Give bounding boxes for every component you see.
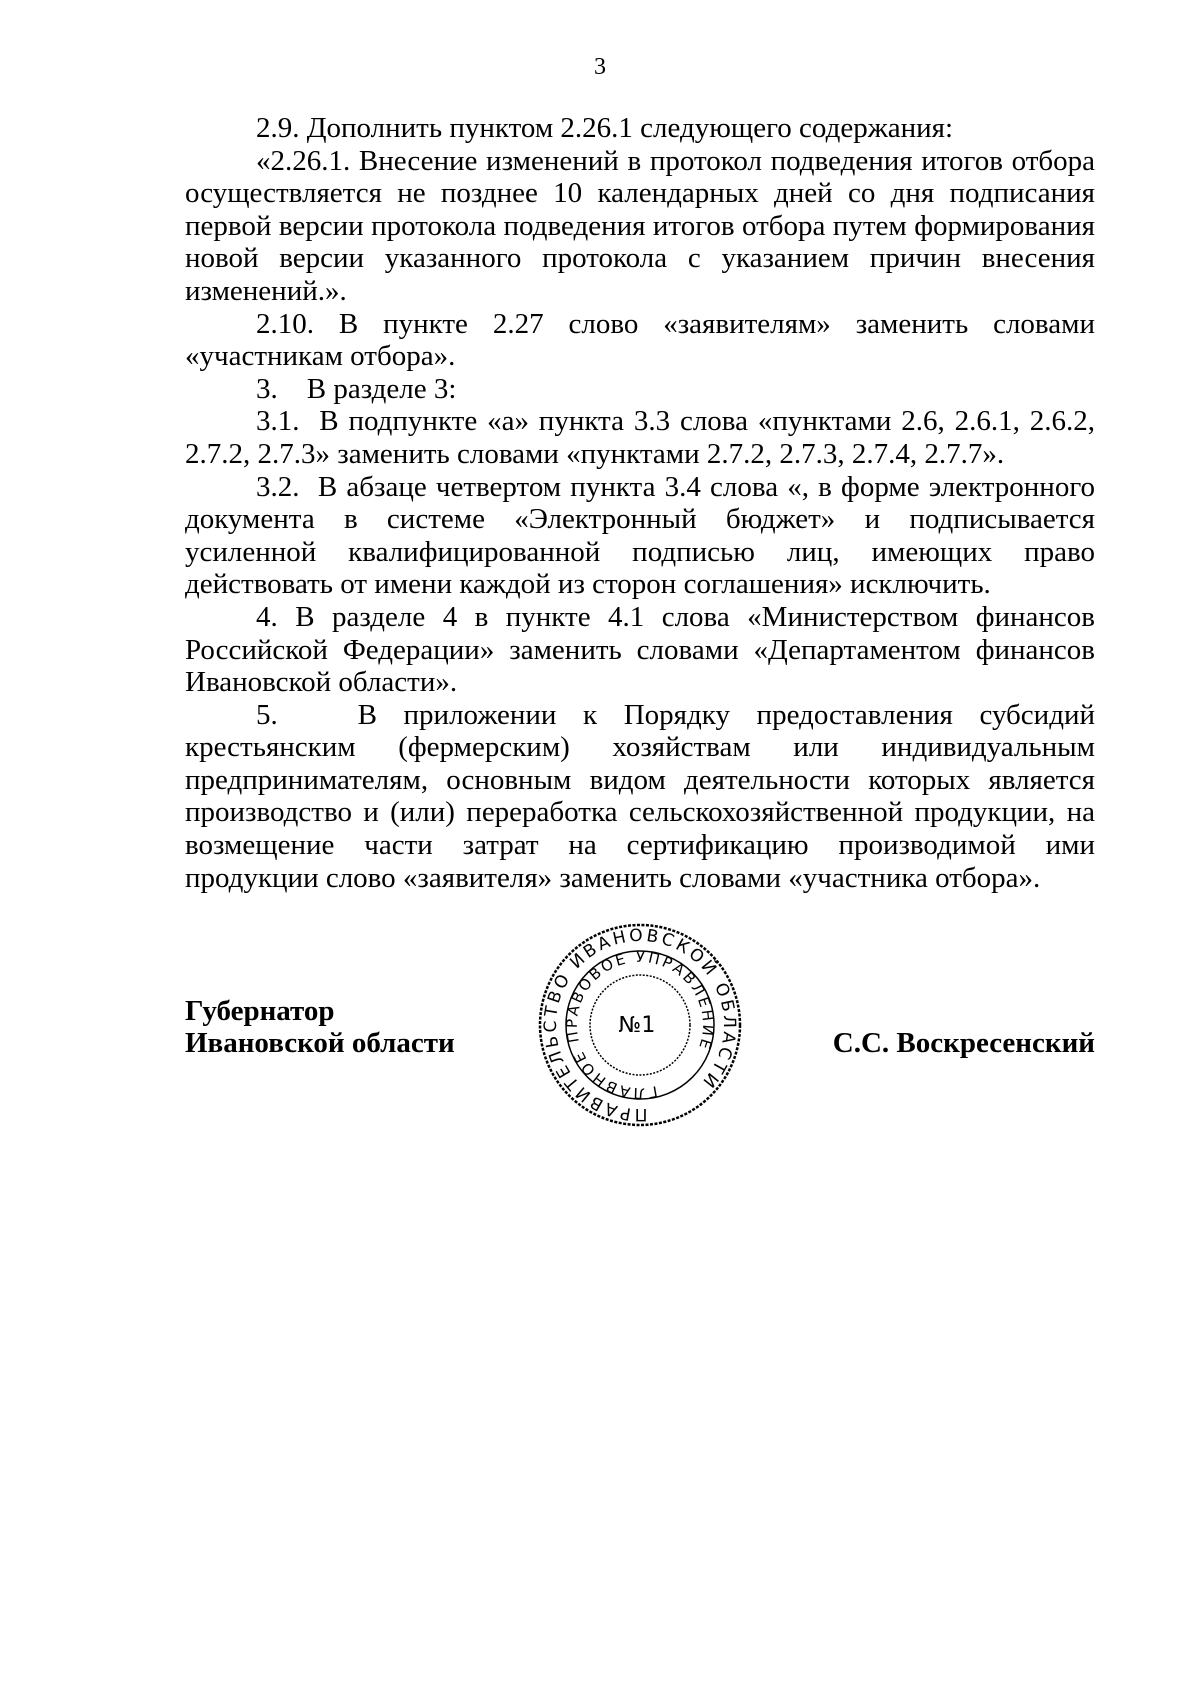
paragraph-4: 4. В разделе 4 в пункте 4.1 слова «Министерством финансов Российской Федерации» заменить словами «Департаментом финансов Ивановской области». xyxy=(185,600,1095,699)
signatory-position xyxy=(185,995,455,1059)
paragraph-2-10: 2.10. В пункте 2.27 слово «заявителям» заменить словами «участникам отбора». xyxy=(185,307,1095,373)
signatory-position-line1: Губернатор xyxy=(185,995,335,1027)
document-body xyxy=(185,112,1103,894)
seal-number: №1 xyxy=(618,1013,656,1038)
paragraph-3-2: 3.2. В абзаце четвертом пункта 3.4 слова «, в форме электронного документа в системе «Электронный бюджет» и подписывается усиленной квалифицированной подписью лиц, имеющих право действовать от имени каждой из сторон соглашения» исключить. xyxy=(185,470,1103,601)
signatory-name: С.С. Воскресенский xyxy=(832,1027,1095,1059)
seal-inner-text: ГЛАВНОЕ ПРАВОВОЕ УПРАВЛЕНИЕ xyxy=(562,947,718,1103)
seal-outer-text: ПРАВИТЕЛЬСТВО ИВАНОВСКОЙ ОБЛАСТИ xyxy=(540,925,740,1125)
signatory-position-line2: Ивановской области xyxy=(185,1027,455,1059)
paragraph-2-26-1: «2.26.1. Внесение изменений в протокол подведения итогов отбора осуществляется не позднее 10 календарных дней со дня подписания первой версии протокола подведения итогов отбора путем формирования новой версии указанного протокола с указанием причин внесения изменений.». xyxy=(185,144,1095,307)
official-seal xyxy=(537,922,743,1128)
paragraph-5: 5. В приложении к Порядку предоставления субсидий крестьянским (фермерским) хозяйствам или индивидуальным предпринимателям, основным видом деятельности которых является производство и (или) переработка сельскохозяйственной продукции, на возмещение части затрат на сертификацию производимой ими продукции слово «заявителя» заменить словами «участника отбора». xyxy=(185,698,1103,894)
page-number: 3 xyxy=(594,54,606,80)
paragraph-2-9: 2.9. Дополнить пунктом 2.26.1 следующего содержания: xyxy=(256,112,954,144)
paragraph-3: 3. В разделе 3: xyxy=(256,372,457,405)
paragraph-3-1: 3.1. В подпункте «а» пункта 3.3 слова «пунктами 2.6, 2.6.1, 2.6.2, 2.7.2, 2.7.3» заменить словами «пунктами 2.7.2, 2.7.3, 2.7.4, 2.7.7». xyxy=(185,405,1103,470)
